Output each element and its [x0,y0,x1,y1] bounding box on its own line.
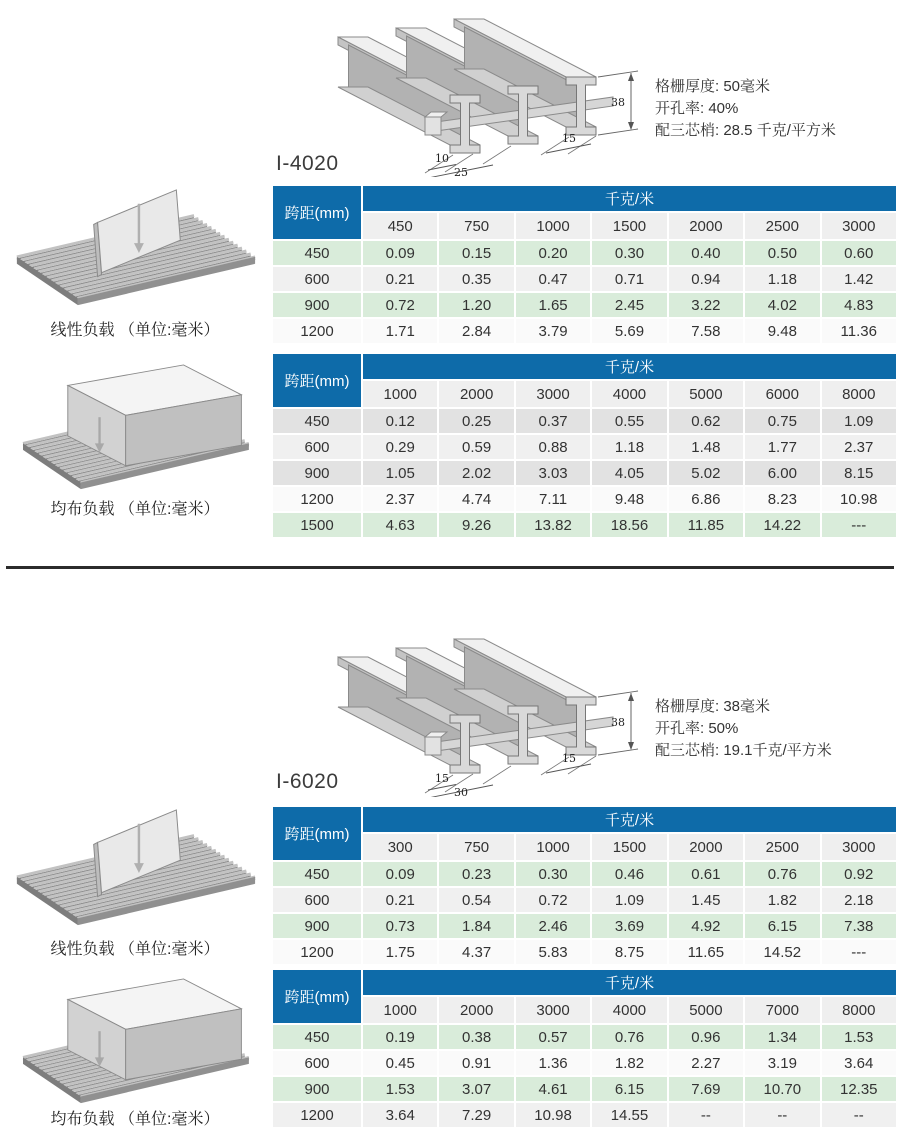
deflection-cell: 0.35 [439,267,513,291]
deflection-cell: 1.36 [516,1051,590,1075]
deflection-cell: 9.48 [592,487,666,511]
table-row [273,293,896,317]
deflection-cell: 0.60 [822,241,896,265]
span-cell: 600 [273,267,361,291]
deflection-cell: 1.05 [363,461,437,485]
table-row [273,862,896,886]
span-cell: 1200 [273,319,361,343]
load-table-4020-linear [271,184,898,345]
deflection-cell: 0.45 [363,1051,437,1075]
deflection-cell: 3.19 [745,1051,819,1075]
deflection-cell: 0.50 [745,241,819,265]
deflection-cell: 6.86 [669,487,743,511]
deflection-cell: 2.27 [669,1051,743,1075]
deflection-cell: 0.91 [439,1051,513,1075]
deflection-cell: 2.46 [516,914,590,938]
deflection-cell: 0.21 [363,267,437,291]
deflection-cell: 3.03 [516,461,590,485]
deflection-cell: 4.74 [439,487,513,511]
deflection-cell: 1.09 [822,409,896,433]
deflection-cell: 2.18 [822,888,896,912]
section-divider [6,566,894,569]
deflection-cell: 0.96 [669,1025,743,1049]
span-cell: 600 [273,1051,361,1075]
load-column-header: 1000 [363,997,437,1023]
load-column-header: 3000 [516,997,590,1023]
deflection-cell: 0.55 [592,409,666,433]
load-column-header: 1500 [592,213,666,239]
table-row [273,1051,896,1075]
deflection-cell: 2.02 [439,461,513,485]
spec-open-rate: 开孔率: 50% [655,720,739,737]
table-row [273,435,896,459]
deflection-cell: -- [745,1103,819,1127]
deflection-cell: 11.85 [669,513,743,537]
load-column-header: 8000 [822,997,896,1023]
dim-d2: 30 [454,786,468,797]
deflection-cell: 2.37 [822,435,896,459]
load-column-header: 300 [363,834,437,860]
span-cell: 1200 [273,487,361,511]
span-cell: 600 [273,888,361,912]
unit-header: 千克/米 [363,970,896,995]
deflection-cell: 0.72 [516,888,590,912]
load-column-header: 3000 [516,381,590,407]
dim-d3: 15 [562,132,576,145]
deflection-cell: 10.70 [745,1077,819,1101]
load-column-header: 5000 [669,381,743,407]
spec-open-rate: 开孔率: 40% [655,100,739,117]
span-cell: 450 [273,1025,361,1049]
figure-caption-uniform: 均布负载 （单位:毫米） [50,501,220,518]
deflection-cell: -- [669,1103,743,1127]
table-row [273,461,896,485]
deflection-cell: 0.92 [822,862,896,886]
deflection-cell: 9.48 [745,319,819,343]
deflection-cell: 6.15 [592,1077,666,1101]
table-row [273,409,896,433]
deflection-cell: -- [822,1103,896,1127]
deflection-cell: 0.75 [745,409,819,433]
deflection-cell: 4.02 [745,293,819,317]
load-column-header: 750 [439,213,513,239]
span-cell: 1200 [273,1103,361,1127]
unit-header: 千克/米 [363,186,896,211]
uniform-load-figure [6,964,264,1104]
load-column-header: 1000 [363,381,437,407]
dim-d2: 25 [454,166,468,177]
deflection-cell: 0.76 [592,1025,666,1049]
deflection-cell: 10.98 [516,1103,590,1127]
deflection-cell: 11.65 [669,940,743,964]
deflection-cell: 0.21 [363,888,437,912]
deflection-cell: 3.22 [669,293,743,317]
table-row [273,914,896,938]
deflection-cell: 1.75 [363,940,437,964]
deflection-cell: 0.23 [439,862,513,886]
span-cell: 900 [273,461,361,485]
deflection-cell: 0.30 [516,862,590,886]
deflection-cell: 4.37 [439,940,513,964]
figure-caption-linear: 线性负载 （单位:毫米） [50,322,220,339]
span-column-header: 跨距(mm) [273,807,361,860]
deflection-cell: 4.63 [363,513,437,537]
deflection-cell: 0.59 [439,435,513,459]
table-row [273,267,896,291]
load-column-header: 6000 [745,381,819,407]
deflection-cell: 3.64 [822,1051,896,1075]
deflection-cell: 8.23 [745,487,819,511]
model-label-6020: I-6020 [276,770,339,793]
spec-thickness: 格栅厚度: 38毫米 [655,698,771,715]
load-column-header: 3000 [822,213,896,239]
load-column-header: 750 [439,834,513,860]
deflection-cell: 7.69 [669,1077,743,1101]
deflection-cell: 1.18 [745,267,819,291]
spec-weight: 配三芯梢: 19.1千克/平方米 [655,742,832,759]
load-column-header: 2000 [439,381,513,407]
deflection-cell: 0.46 [592,862,666,886]
deflection-cell: 0.12 [363,409,437,433]
load-column-header: 4000 [592,381,666,407]
deflection-cell: 0.73 [363,914,437,938]
span-cell: 1500 [273,513,361,537]
spec-block-4020 [655,76,836,142]
span-column-header: 跨距(mm) [273,970,361,1023]
load-table-6020-uniform [271,968,898,1129]
unit-header: 千克/米 [363,354,896,379]
deflection-cell: 7.29 [439,1103,513,1127]
deflection-cell: 2.45 [592,293,666,317]
ibeam-grating-diagram-6020 [325,625,655,797]
table-row [273,888,896,912]
deflection-cell: 2.84 [439,319,513,343]
deflection-cell: 0.37 [516,409,590,433]
dim-d3: 15 [562,752,576,765]
load-column-header: 1000 [516,834,590,860]
table-row [273,241,896,265]
deflection-cell: 1.45 [669,888,743,912]
load-column-header: 2000 [669,834,743,860]
load-column-header: 1000 [516,213,590,239]
deflection-cell: 12.35 [822,1077,896,1101]
table-row [273,940,896,964]
load-column-header: 1500 [592,834,666,860]
figure-caption-uniform: 均布负载 （单位:毫米） [50,1111,220,1128]
span-cell: 900 [273,1077,361,1101]
deflection-cell: 0.94 [669,267,743,291]
deflection-cell: 4.92 [669,914,743,938]
deflection-cell: 0.15 [439,241,513,265]
deflection-cell: 1.53 [822,1025,896,1049]
dim-height: 38 [611,716,625,729]
deflection-cell: 10.98 [822,487,896,511]
spec-thickness: 格栅厚度: 50毫米 [655,78,771,95]
dim-d1: 15 [435,772,449,785]
deflection-cell: 0.76 [745,862,819,886]
deflection-cell: 0.09 [363,862,437,886]
load-column-header: 7000 [745,997,819,1023]
deflection-cell: 0.40 [669,241,743,265]
load-column-header: 3000 [822,834,896,860]
deflection-cell: 0.38 [439,1025,513,1049]
deflection-cell: 1.65 [516,293,590,317]
span-column-header: 跨距(mm) [273,354,361,407]
span-cell: 450 [273,241,361,265]
deflection-cell: 5.83 [516,940,590,964]
deflection-cell: 3.64 [363,1103,437,1127]
load-column-header: 4000 [592,997,666,1023]
ibeam-grating-diagram-4020 [325,5,655,177]
deflection-cell: 0.30 [592,241,666,265]
table-row [273,1077,896,1101]
deflection-cell: 0.88 [516,435,590,459]
deflection-cell: 8.75 [592,940,666,964]
load-column-header: 5000 [669,997,743,1023]
deflection-cell: 0.29 [363,435,437,459]
deflection-cell: 1.84 [439,914,513,938]
load-column-header: 2500 [745,213,819,239]
deflection-cell: 1.34 [745,1025,819,1049]
deflection-cell: 7.38 [822,914,896,938]
deflection-cell: 0.54 [439,888,513,912]
span-cell: 450 [273,409,361,433]
deflection-cell: 7.11 [516,487,590,511]
deflection-cell: 7.58 [669,319,743,343]
deflection-cell: 3.07 [439,1077,513,1101]
deflection-cell: 4.05 [592,461,666,485]
deflection-cell: 0.19 [363,1025,437,1049]
deflection-cell: 0.62 [669,409,743,433]
span-cell: 450 [273,862,361,886]
span-cell: 600 [273,435,361,459]
table-row [273,487,896,511]
deflection-cell: 18.56 [592,513,666,537]
deflection-cell: 9.26 [439,513,513,537]
deflection-cell: 0.20 [516,241,590,265]
deflection-cell: 0.47 [516,267,590,291]
deflection-cell: 0.72 [363,293,437,317]
deflection-cell: 0.25 [439,409,513,433]
deflection-cell: 14.55 [592,1103,666,1127]
linear-load-figure [6,808,264,934]
deflection-cell: 1.48 [669,435,743,459]
span-column-header: 跨距(mm) [273,186,361,239]
deflection-cell: 4.83 [822,293,896,317]
load-column-header: 2000 [439,997,513,1023]
deflection-cell: 0.71 [592,267,666,291]
deflection-cell: 3.79 [516,319,590,343]
deflection-cell: 2.37 [363,487,437,511]
spec-block-6020 [655,696,832,762]
load-column-header: 450 [363,213,437,239]
deflection-cell: 0.57 [516,1025,590,1049]
load-table-4020-uniform [271,352,898,539]
deflection-cell: 11.36 [822,319,896,343]
deflection-cell: 1.77 [745,435,819,459]
deflection-cell: 1.20 [439,293,513,317]
deflection-cell: 5.02 [669,461,743,485]
deflection-cell: 1.09 [592,888,666,912]
deflection-cell: --- [822,513,896,537]
deflection-cell: 0.09 [363,241,437,265]
deflection-cell: 14.52 [745,940,819,964]
deflection-cell: 8.15 [822,461,896,485]
unit-header: 千克/米 [363,807,896,832]
table-row [273,1025,896,1049]
dim-height: 38 [611,96,625,109]
spec-weight: 配三芯梢: 28.5 千克/平方米 [655,122,836,139]
deflection-cell: 0.61 [669,862,743,886]
deflection-cell: 1.71 [363,319,437,343]
dim-d1: 10 [435,152,449,165]
table-row [273,513,896,537]
load-table-6020-linear [271,805,898,966]
deflection-cell: 5.69 [592,319,666,343]
deflection-cell: 1.82 [745,888,819,912]
model-label-4020: I-4020 [276,152,339,175]
deflection-cell: 1.82 [592,1051,666,1075]
table-row [273,1103,896,1127]
span-cell: 1200 [273,940,361,964]
deflection-cell: 1.42 [822,267,896,291]
load-column-header: 8000 [822,381,896,407]
deflection-cell: 6.00 [745,461,819,485]
deflection-cell: 13.82 [516,513,590,537]
deflection-cell: 1.53 [363,1077,437,1101]
deflection-cell: 1.18 [592,435,666,459]
deflection-cell: 3.69 [592,914,666,938]
deflection-cell: 6.15 [745,914,819,938]
table-row [273,319,896,343]
span-cell: 900 [273,914,361,938]
load-column-header: 2000 [669,213,743,239]
uniform-load-figure [6,350,264,490]
load-column-header: 2500 [745,834,819,860]
deflection-cell: 4.61 [516,1077,590,1101]
deflection-cell: 14.22 [745,513,819,537]
span-cell: 900 [273,293,361,317]
linear-load-figure [6,188,264,314]
deflection-cell: --- [822,940,896,964]
figure-caption-linear: 线性负载 （单位:毫米） [50,941,220,958]
